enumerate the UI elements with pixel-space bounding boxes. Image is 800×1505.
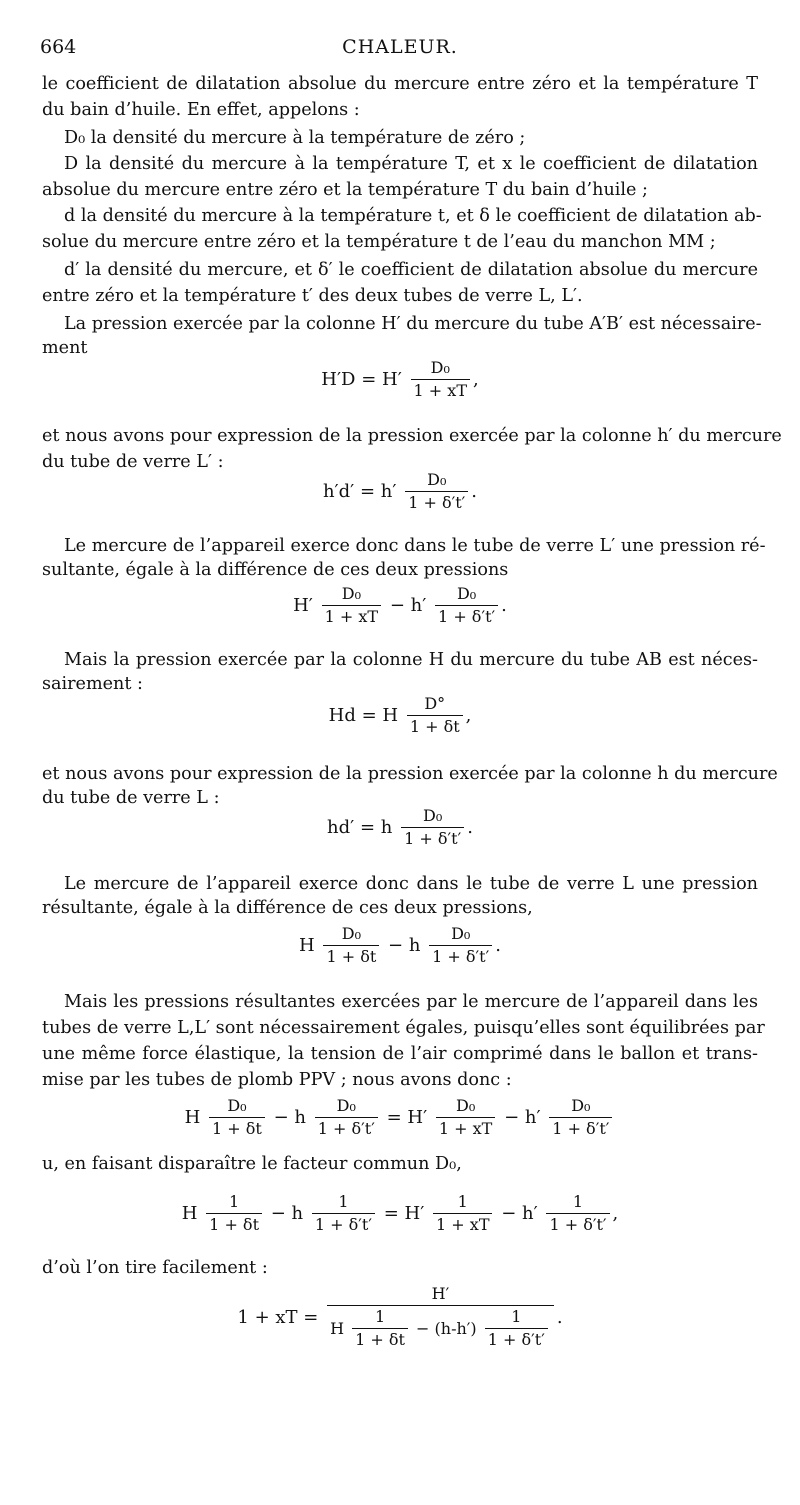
equation-5: hd′ = h $\frac{\text{D₀}}{1 + \delta't'}$ . xyxy=(327,806,473,848)
text-line: solue du mercure entre zéro et la température t de l’eau du manchon MM ; xyxy=(42,232,716,252)
text-line: résultante, égale à la différence de ces deux pressions, xyxy=(42,898,533,918)
text-line: ment xyxy=(42,338,88,358)
text-line: sultante, égale à la différence de ces deux pressions xyxy=(42,560,509,580)
text-line: d’où l’on tire facilement : xyxy=(42,1258,268,1278)
text-line: et nous avons pour expression de la pression exercée par la colonne h du mercure xyxy=(42,764,778,784)
text-line: D₀ la densité du mercure à la température de zéro ; xyxy=(64,128,526,148)
text-line: Mais les pressions résultantes exercées par le mercure de l’appareil dans les xyxy=(64,992,758,1012)
text-line: Mais la pression exercée par la colonne H du mercure du tube AB est néces- xyxy=(64,650,758,670)
text-line: mise par les tubes de plomb PPV ; nous avons donc : xyxy=(42,1070,512,1090)
text-line: d la densité du mercure à la température t, et δ le coefficient de dilatation ab- xyxy=(64,206,762,226)
text-line: entre zéro et la température t′ des deux tubes de verre L, L′. xyxy=(42,286,583,306)
equation-3: H′ $\frac{\text{D₀}}{1 + xT}$ − h′ $\frac{\text{D₀}}{1 + \delta't'}$ . xyxy=(293,584,507,626)
text-line: Le mercure de l’appareil exerce donc dans le tube de verre L une pression xyxy=(64,874,758,894)
equation-6: H $\frac{\text{D₀}}{1 + \delta t}$ − h $\frac{\text{D₀}}{1 + \delta't'}$ . xyxy=(299,924,501,966)
running-title: CHALEUR. xyxy=(342,36,458,58)
compound-fraction: H′ H $\frac{1}{1 + \delta t}$ − (h-h′) $\frac{1}{1 + \delta't'}$ xyxy=(327,1284,554,1350)
equation-7: H $\frac{\text{D₀}}{1 + \delta t}$ − h $\frac{\text{D₀}}{1 + \delta't'}$ = H′ $\frac{\text{D₀}}{1 + xT}$ − h′ $\frac{\text{D₀}}{1 + \delta't'}$ xyxy=(0,1096,800,1139)
text-line: u, en faisant disparaître le facteur commun D₀, xyxy=(42,1154,462,1174)
text-line: le coefficient de dilatation absolue du mercure entre zéro et la température T xyxy=(42,74,758,94)
text-line: et nous avons pour expression de la pression exercée par la colonne h′ du mercure xyxy=(42,426,782,446)
equation-4: Hd = H $\frac{D^\circ}{1 + \delta t}$ , xyxy=(328,694,472,736)
text-line: du tube de verre L′ : xyxy=(42,452,224,472)
text-line: du bain d’huile. En effet, appelons : xyxy=(42,100,360,120)
text-line: d′ la densité du mercure, et δ′ le coefficient de dilatation absolue du mercure xyxy=(64,260,758,280)
text-line: sairement : xyxy=(42,674,143,694)
equation-8: H $\frac{1}{1 + \delta t}$ − h $\frac{1}{1 + \delta't'}$ = H′ $\frac{1}{1 + xT}$ − h′ $\frac{1}{1 + \delta't'}$ , xyxy=(181,1192,619,1234)
page-number: 664 xyxy=(40,36,77,58)
text-line: du tube de verre L : xyxy=(42,788,220,808)
text-line: absolue du mercure entre zéro et la température T du bain d’huile ; xyxy=(42,180,648,200)
fraction: $\frac{\text{D₀}}{1 + xT}$ xyxy=(411,358,470,401)
equation-2: h′d′ = h′ $\frac{\text{D₀}}{1 + \delta't'}$ . xyxy=(322,470,478,512)
text-line: une même force élastique, la tension de l’air comprimé dans le ballon et trans- xyxy=(42,1044,758,1064)
text-line: tubes de verre L,L′ sont nécessairement égales, puisqu’elles sont équilibrées par xyxy=(42,1018,765,1038)
text-line: La pression exercée par la colonne H′ du mercure du tube A′B′ est nécessaire- xyxy=(64,314,762,334)
text-line: D la densité du mercure à la température T, et x le coefficient de dilatation xyxy=(64,154,758,174)
running-header xyxy=(40,36,760,62)
text-line: Le mercure de l’appareil exerce donc dans le tube de verre L′ une pression ré- xyxy=(64,536,766,556)
equation-9: 1 + xT = H′ H $\frac{1}{1 + \delta t}$ − (h-h′) $\frac{1}{1 + \delta't'}$ . xyxy=(237,1284,563,1349)
equation-1: H′D = H′ $\frac{\text{D₀}}{1 + xT}$ , xyxy=(321,358,479,400)
